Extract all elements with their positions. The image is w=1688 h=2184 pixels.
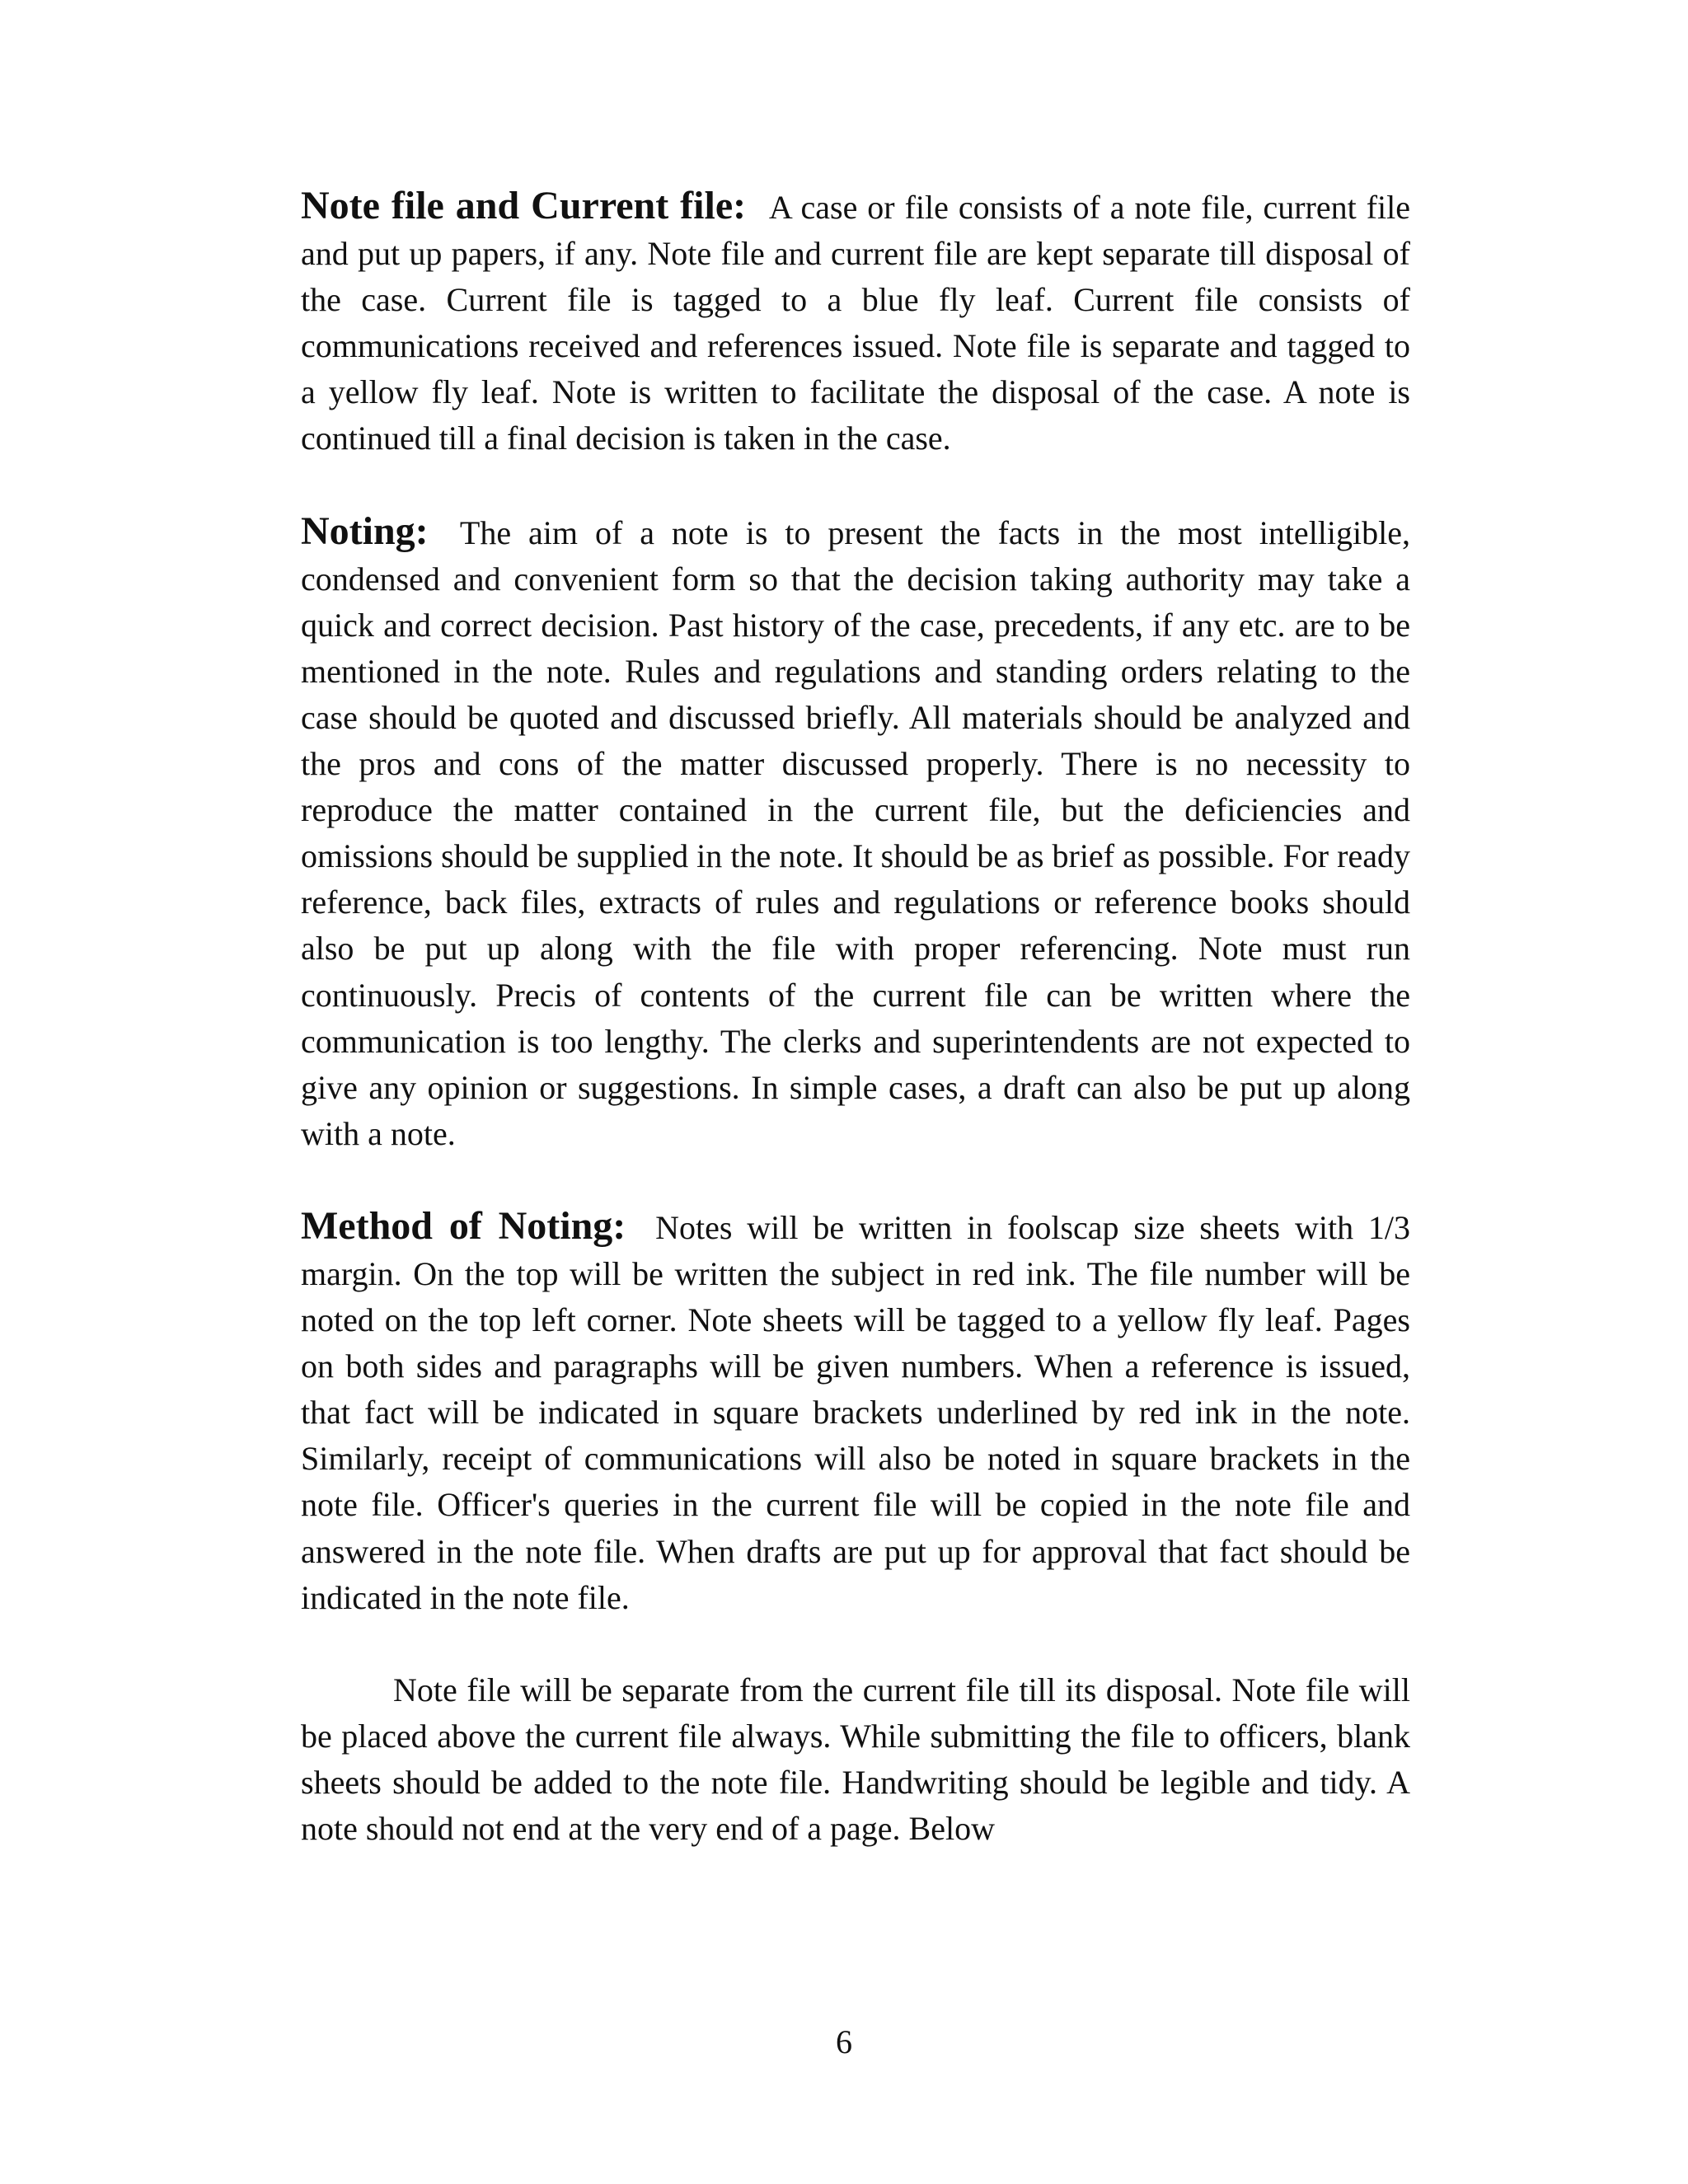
section-body: The aim of a note is to present the facts in the most intelligible, condensed and convenient form so that the decision taking authority may take a quick and correct decision. Past history of the case, precedents, if any etc. are to be mentioned in the note. Rules and regulations and standing orders relating to the case should be quoted and discussed briefly. All materials should be analyzed and the pros and cons of the matter discussed properly. There is no necessity to reproduce the matter contained in the current file, but the deficiencies and omissions should be supplied in the note. It should be as brief as possible. For ready reference, back files, extracts of rules and regulations or reference books should also be put up along with the file with proper referencing. Note must run continuously. Precis of contents of the current file can be written where the communication is too lengthy. The clerks and superintendents are not expected to give any opinion or suggestions. In simple cases, a draft can also be put up along with a note.: [301, 513, 1411, 1152]
page-content: [301, 183, 1410, 1852]
page-number: 6: [836, 2023, 852, 2060]
final-paragraph: Note file will be separate from the current file till its disposal. Note file will be placed above the current file always. While submitting the file to officers, blank sheets should be added to the note file. Handwriting should be legible and tidy. A note should not end at the very end of a page. Below: [301, 1671, 1410, 1847]
section-noting: [301, 509, 1410, 1157]
section-heading: Method of Noting:: [301, 1203, 626, 1248]
section-body: Notes will be written in foolscap size sheets with 1/3 margin. On the top will be written the subject in red ink. The file number will be noted on the top left corner. Note sheets will be tagged to a yellow fly leaf. Pages on both sides and paragraphs will be given numbers. When a reference is issued, that fact will be indicated in square brackets underlined by red ink in the note. Similarly, receipt of communications will also be noted in square brackets in the note file. Officer's queries in the current file will be copied in the note file and answered in the note file. When drafts are put up for approval that fact should be indicated in the note file.: [301, 1208, 1411, 1616]
section-heading: Note file and Current file:: [301, 184, 747, 227]
section-heading: Noting:: [301, 509, 429, 553]
section-method-of-noting: [301, 1203, 1410, 1621]
section-note-file-and-current-file: [301, 183, 1410, 462]
section-body: A case or file consists of a note file, current file and put up papers, if any. Note file and current file are kept separate till disposal of the case. Current file is tagged to a blue fly leaf. Current file consists of communications received and references issued. Note file is separate and tagged to a yellow fly leaf. Note is written to facilitate the disposal of the case. A note is continued till a final decision is taken in the case.: [301, 189, 1410, 457]
